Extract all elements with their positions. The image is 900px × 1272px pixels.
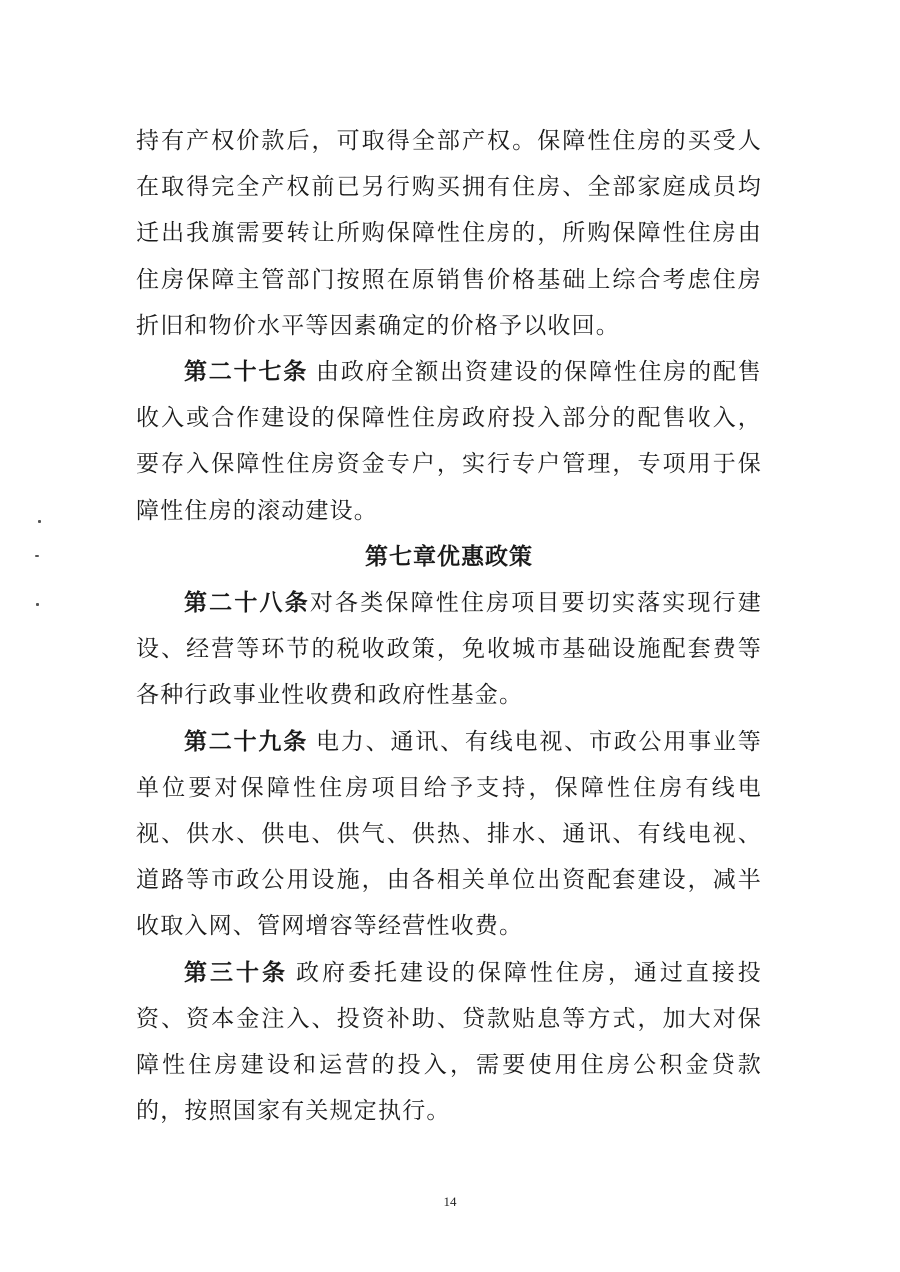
article-28 [136, 580, 762, 719]
article-text: 由政府全额出资建设的保障性住房的配售收入或合作建设的保障性住房政府投入部分的配售收入，要存入保障性住房资金专户，实行专户管理，专项用于保障性住房的滚动建设。 [136, 359, 762, 524]
article-27 [136, 349, 762, 534]
document-body [136, 118, 762, 1134]
scan-speck [36, 603, 39, 606]
article-number: 第二十九条 [184, 728, 309, 755]
scan-speck [35, 555, 39, 557]
paragraph-text: 持有产权价款后，可取得全部产权。保障性住房的买受人在取得完全产权前已另行购买拥有住房、全部家庭成员均迁出我旗需要转让所购保障性住房的，所购保障性住房由住房保障主管部门按照在原销售价格基础上综合考虑住房折旧和物价水平等因素确定的价格予以收回。 [136, 128, 762, 339]
article-text: 政府委托建设的保障性住房，通过直接投资、资本金注入、投资补助、贷款贴息等方式，加大对保障性住房建设和运营的投入，需要使用住房公积金贷款的，按照国家有关规定执行。 [136, 959, 762, 1125]
chapter-heading: 第七章优惠政策 [365, 543, 533, 570]
article-30 [136, 950, 762, 1135]
page-number: 14 [443, 1194, 457, 1209]
scan-speck [38, 520, 41, 523]
article-number: 第二十八条 [184, 590, 310, 617]
article-text: 对各类保障性住房项目要切实落实现行建设、经营等环节的税收政策，免收城市基础设施配套费等各种行政事业性收费和政府性基金。 [136, 590, 763, 709]
article-29 [136, 719, 762, 950]
article-text: 电力、通讯、有线电视、市政公用事业等单位要对保障性住房项目给予支持，保障性住房有线电视、供水、供电、供气、供热、排水、通讯、有线电视、道路等市政公用设施，由各相关单位出资配套建设，减半收取入网、管网增容等经营性收费。 [136, 728, 762, 940]
article-number: 第二十七条 [184, 359, 309, 386]
paragraph-continuation [136, 118, 762, 349]
article-number: 第三十条 [184, 959, 288, 986]
